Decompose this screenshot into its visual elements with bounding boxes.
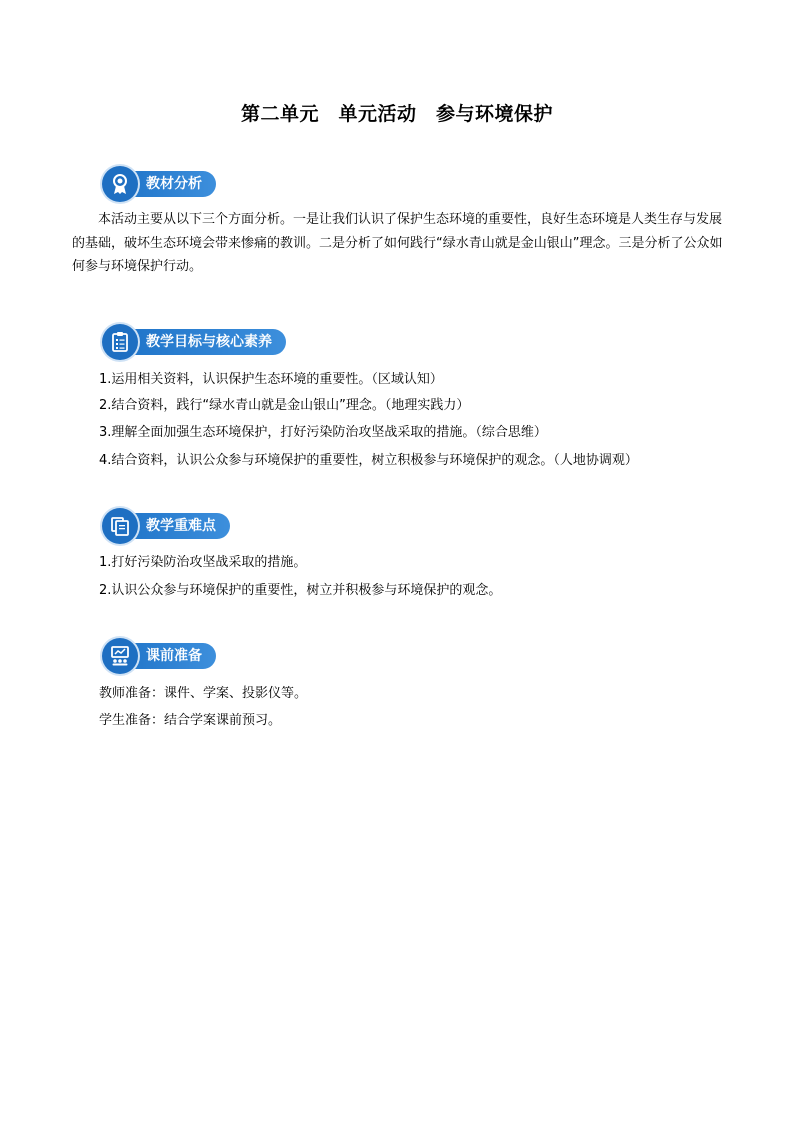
- textbook-analysis-paragraph: 本活动主要从以下三个方面分析。一是让我们认识了保护生态环境的重要性，良好生态环境是人类生存与发展的基础，破坏生态环境会带来惨痛的教训。二是分析了如何践行“绿水青山就是金山银山”理念。三是分析了公众如何参与环境保护行动。: [72, 212, 723, 274]
- clipboard-checklist-icon: [102, 324, 138, 360]
- award-ribbon-icon: [102, 166, 138, 202]
- list-item: 学生准备：结合学案课前预习。: [99, 713, 282, 728]
- section-title: 教学重难点: [116, 513, 230, 539]
- list-item: 1.运用相关资料，认识保护生态环境的重要性。（区域认知）: [99, 372, 443, 387]
- list-item: 3.理解全面加强生态环境保护，打好污染防治攻坚战采取的措施。（综合思维）: [99, 425, 547, 440]
- list-item: 教师准备：课件、学案、投影仪等。: [99, 686, 308, 701]
- list-item: 4.结合资料，认识公众参与环境保护的重要性，树立积极参与环境保护的观念。（人地协调观）: [99, 453, 638, 468]
- list-item: 2.认识公众参与环境保护的重要性，树立并积极参与环境保护的观念。: [99, 583, 502, 598]
- classroom-board-icon: [102, 638, 138, 674]
- page-title: 第二单元 单元活动 参与环境保护: [240, 103, 553, 125]
- section-title: 教材分析: [116, 171, 216, 197]
- documents-stack-icon: [102, 508, 138, 544]
- section-title: 教学目标与核心素养: [116, 329, 286, 355]
- list-item: 1.打好污染防治攻坚战采取的措施。: [99, 555, 307, 570]
- section-title: 课前准备: [116, 643, 216, 669]
- list-item: 2.结合资料，践行“绿水青山就是金山银山”理念。（地理实践力）: [99, 398, 470, 413]
